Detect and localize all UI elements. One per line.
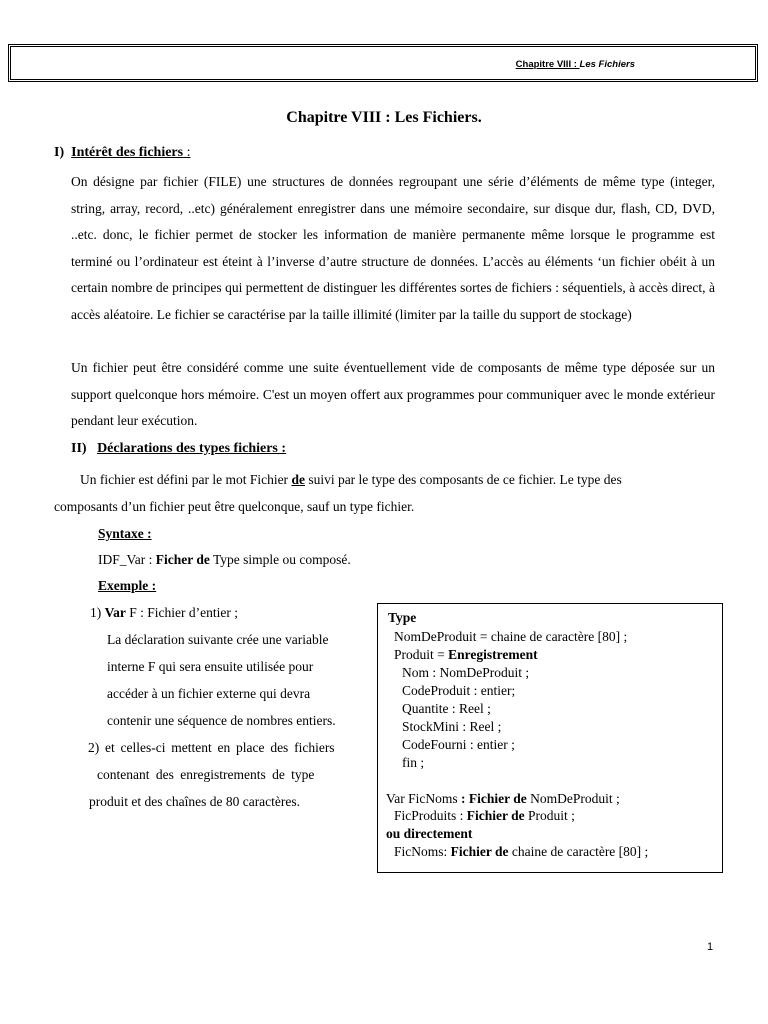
section2-intro-line1	[80, 472, 622, 488]
code-text: Produit =	[394, 647, 449, 662]
example-2-line: 2) et celles-ci mettent en place des fichiers	[88, 740, 335, 755]
section1-paragraph-2-text: Un fichier peut être considéré comme une suite éventuellement vide de composants de même type déposée sur un support quelconque hors mémoire. C'est un moyen offert aux programmes pour communiquer avec le monde extérieur pendant leur exécution.	[71, 360, 715, 428]
intro-keyword-de: de	[291, 472, 305, 487]
example-1-line: La déclaration suivante crée une variable	[107, 632, 329, 647]
code-text: NomDeProduit ;	[526, 791, 620, 806]
code-keyword: Fichier de	[450, 844, 509, 859]
code-text: Var FicNoms	[386, 791, 461, 806]
example-1-declaration: F : Fichier d’entier ;	[125, 605, 238, 620]
code-or-keyword: ou directement	[386, 826, 473, 841]
running-header	[516, 59, 635, 70]
section1-paragraph-2	[71, 355, 715, 435]
example-1-line: interne F qui sera ensuite utilisée pour	[107, 659, 314, 674]
code-example-box	[377, 603, 723, 873]
intro-text-a: Un fichier est défini par le mot Fichier	[80, 472, 292, 487]
section2-heading	[71, 441, 286, 457]
syntax-label: Syntaxe :	[98, 526, 152, 541]
header-sep: :	[571, 59, 580, 70]
code-field: StockMini : Reel ;	[402, 719, 502, 734]
code-keyword: : Fichier de	[461, 791, 527, 806]
code-line	[386, 791, 620, 807]
code-text: Produit ;	[524, 808, 575, 823]
code-line: NomDeProduit = chaine de caractère [80] ;	[394, 629, 628, 644]
section1-paragraph-1	[71, 169, 715, 328]
syntax-text-b: Type simple ou composé.	[209, 552, 351, 567]
example-1-number: 1)	[90, 605, 105, 620]
code-line	[394, 844, 648, 860]
code-type-keyword: Type	[388, 610, 417, 625]
syntax-line	[98, 552, 351, 568]
section1-num: I)	[54, 145, 65, 160]
example-1-var-keyword: Var	[104, 605, 126, 620]
page-number: 1	[707, 941, 714, 953]
code-text: FicProduits :	[394, 808, 467, 823]
syntax-text-a: IDF_Var :	[98, 552, 156, 567]
code-line	[394, 647, 538, 663]
example-2-line: contenant des enregistrements de type	[97, 767, 315, 782]
code-keyword: Fichier de	[466, 808, 525, 823]
section1-colon: :	[183, 145, 191, 160]
example-1-line: accéder à un fichier externe qui devra	[107, 686, 311, 701]
example-label: Exemple :	[98, 578, 157, 593]
code-field: Nom : NomDeProduit ;	[402, 665, 530, 680]
section1-heading	[54, 145, 190, 161]
page-header-frame	[8, 44, 758, 82]
code-field: fin ;	[402, 755, 425, 770]
code-keyword: Enregistrement	[448, 647, 538, 662]
example-1-header	[90, 605, 238, 621]
code-field: Quantite : Reel ;	[402, 701, 491, 716]
code-text: chaine de caractère [80] ;	[508, 844, 649, 859]
example-2-line: produit et des chaînes de 80 caractères.	[89, 794, 301, 809]
code-text: FicNoms:	[394, 844, 451, 859]
code-field: CodeProduit : entier;	[402, 683, 516, 698]
section1-title: Intérêt des fichiers	[71, 145, 184, 160]
section1-paragraph-1-text: On désigne par fichier (FILE) une structures de données regroupant une série d’éléments de même type (integer, string, array, record, ..etc) généralement enregistrer dans une mémoire secondaire, sur disque dur, flash, CD, DVD, ..etc. donc, le fichier permet de stocker les information de manière permanente même lorsque le programme est terminé ou l’ordinateur est éteint à l’inverse d’autre structure de données. L’accès au éléments ‘un fichier obéit à un certain nombre de principes qui permettent de distinguer les différentes sortes de fichiers : séquentiels, à accès direct, à accès aléatoire. Le fichier se caractérise par la taille illimité (limiter par la taille du support de stockage)	[71, 174, 715, 322]
example-1-line: contenir une séquence de nombres entiers.	[107, 713, 336, 728]
chapter-title: Chapitre VIII : Les Fichiers.	[286, 109, 482, 126]
section2-num: II)	[71, 441, 87, 456]
header-chapter: Chapitre VIII	[515, 59, 572, 70]
code-line	[394, 808, 575, 824]
section2-title: Déclarations des types fichiers :	[97, 441, 287, 456]
code-field: CodeFourni : entier ;	[402, 737, 515, 752]
intro-text-b: suivi par le type des composants de ce fichier. Le type des	[304, 472, 622, 487]
section2-intro-line2: composants d’un fichier peut être quelconque, sauf un type fichier.	[54, 499, 415, 514]
header-subject: Les Fichiers	[579, 59, 635, 70]
syntax-keyword: Ficher de	[155, 552, 210, 567]
